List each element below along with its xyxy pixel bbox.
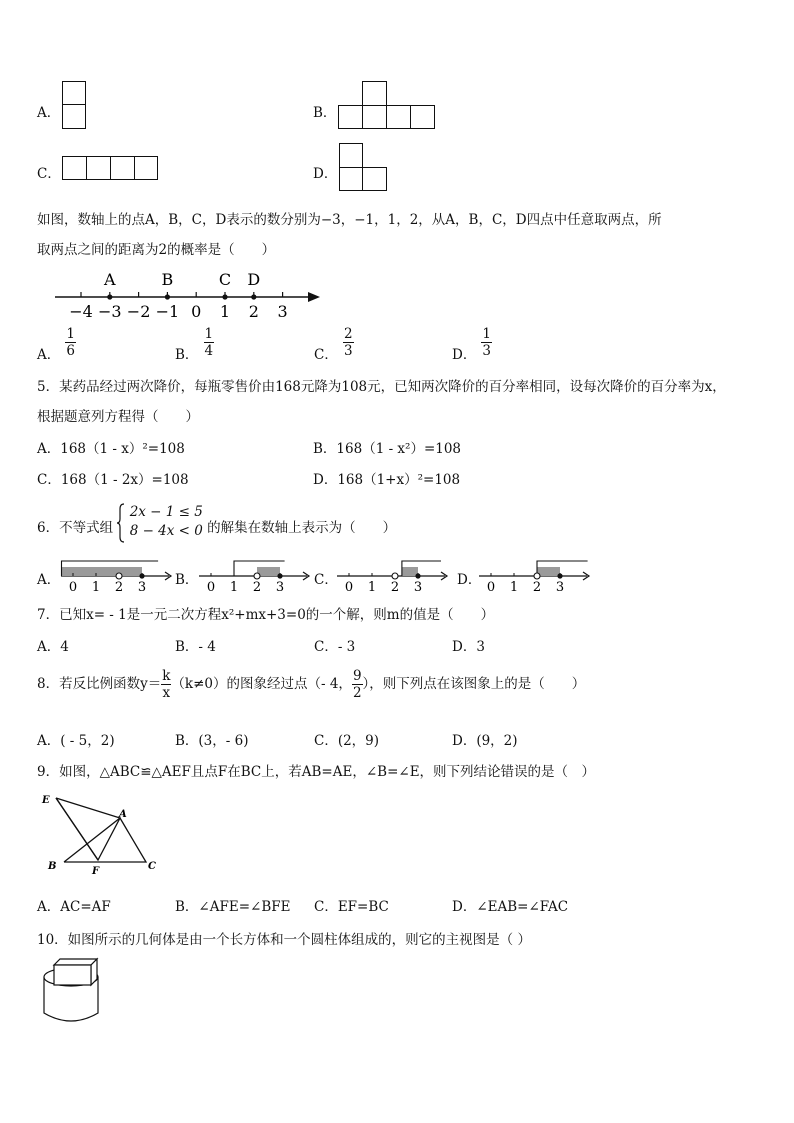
q6-option-a-number-line[interactable] [59,552,189,597]
q4-options [37,326,517,366]
q3-option-b-figure [338,81,435,129]
q4-option-d-denominator: 3 [482,343,492,359]
q4-tick-label: 0 [191,302,202,321]
figure-label-e: E [42,795,50,806]
open-endpoint [392,573,398,579]
tick-label: 3 [275,580,285,595]
q4-option-b[interactable]: $_{B.}$ $\frac{1}{4}$ [175,326,214,363]
q4-tick-label: 3 [277,302,288,321]
tick-label: 0 [68,580,78,595]
q4-tick-label: −4 [69,302,93,321]
q4-option-d[interactable]: $_{D.}$ $\frac{1}{3}$ [452,326,492,363]
open-endpoint [116,573,122,579]
q6-inequality-1: 2x − 1 ≤ 5 [129,504,203,520]
q4-option-a-denominator: 6 [66,343,75,359]
closed-endpoint [557,573,562,578]
tick-label: 3 [413,580,423,595]
solution-shading [62,567,143,576]
tick-label: 0 [344,580,354,595]
q6-inequality-2: 8 − 4x < 0 [129,523,203,539]
tick-label: 2 [390,580,400,595]
q8-option-a[interactable]: A．( - 5，2) [37,733,115,749]
q3-option-d-label: D． [313,166,338,182]
q5-option-b[interactable]: B．168（1 - x²）=108 [313,441,462,457]
q9-option-d[interactable]: D．∠EAB=∠FAC [452,899,569,915]
q4-tick-label: 2 [248,302,259,321]
q4-point-a [107,294,112,299]
tick-label: 1 [229,580,239,595]
figure-label-c: C [148,861,156,872]
q9-triangle-figure [38,790,163,875]
q4-point-b [165,294,170,299]
q6-option-c-number-line[interactable] [335,552,465,597]
q7-option-b[interactable]: B．- 4 [175,639,216,655]
brace-icon [117,503,125,543]
open-endpoint [534,573,540,579]
q4-tick-label: −3 [98,302,122,321]
q4-point-label-b: B [161,270,174,289]
q4-tick-label: −1 [155,302,180,321]
q6-option-d-label[interactable]: D． [457,572,482,588]
q4-option-c-denominator: 3 [343,343,353,359]
q8-condition: （k≠0）的图象经过点（- 4， [171,676,352,692]
number-line-arrow-icon [308,292,320,302]
q6-option-a-label[interactable]: A． [37,572,61,588]
q5-option-c[interactable]: C．168（1 - 2x）=108 [37,472,189,488]
closed-endpoint [415,573,420,578]
q7-question-text: 7．已知x= - 1是一元二次方程x²+mx+3=0的一个解，则m的值是（ ） [37,607,495,623]
tick-label: 1 [367,580,377,595]
solution-shading [537,567,560,576]
q8-option-b[interactable]: B．(3，- 6) [175,733,249,749]
tick-label: 1 [509,580,519,595]
tick-label: 2 [114,580,124,595]
q4-option-a-numerator: 1 [66,326,75,342]
q6-prefix: 6．不等式组 [37,520,114,536]
open-endpoint [254,573,260,579]
q8-option-d[interactable]: D．(9，2) [452,733,518,749]
q3-option-d-figure [339,143,387,191]
solution-shading [402,567,418,576]
q3-option-a-figure [62,81,86,129]
q9-option-a[interactable]: A．AC=AF [37,899,111,915]
q6-question [37,503,396,545]
q5-option-d[interactable]: D．168（1+x）²=108 [313,472,461,488]
figure-label-b: B [48,861,57,872]
q6-option-c-label[interactable]: C． [314,572,338,588]
q6-option-b-label[interactable]: B． [175,572,199,588]
closed-endpoint [139,573,144,578]
q8-point-numerator: 9 [352,668,362,684]
q4-option-b-denominator: 4 [204,343,214,359]
q10-question-text: 10．如图所示的几何体是由一个长方体和一个圆柱体组成的，则它的主视图是（ ） [37,932,531,948]
q9-question-text: 9．如图，△ABC≌△AEF且点F在BC上，若AB=AE，∠B=∠E，则下列结论错误的是（ ） [37,764,596,780]
closed-endpoint [277,573,282,578]
q8-point-denominator: 2 [352,685,362,701]
q7-option-a[interactable]: A．4 [37,639,69,655]
q3-option-c-label: C． [37,166,61,182]
q5-question-text-line2: 根据题意列方程得（ ） [37,409,199,425]
q8-k-denominator: x [162,685,171,701]
q3-option-a-label: A． [37,105,61,121]
q4-option-c-numerator: 2 [343,326,353,342]
tick-label: 0 [486,580,496,595]
tick-label: 0 [206,580,216,595]
q8-k-numerator: k [162,668,171,684]
tick-label: 2 [252,580,262,595]
q6-options [37,552,597,597]
figure-label-f: F [92,866,100,875]
q4-point-d [251,294,256,299]
q4-number-line [50,265,330,325]
tick-label: 3 [555,580,565,595]
q9-option-b[interactable]: B．∠AFE=∠BFE [175,899,291,915]
q4-option-b-numerator: 1 [204,326,214,342]
q5-option-a[interactable]: A．168（1 - x）²=108 [37,441,185,457]
q4-question-text-line2: 取两点之间的距离为2的概率是（ ） [37,242,276,258]
q10-solid-figure [40,955,110,1027]
q6-option-d-number-line[interactable] [477,552,607,597]
q8-question [37,668,585,708]
q4-point-label-c: C [218,270,232,289]
q4-question-text-line1: 如图，数轴上的点A，B，C，D表示的数分别为−3，−1，1，2，从A，B，C，D四点中任意取两点，所 [37,212,662,228]
q7-option-c[interactable]: C．- 3 [314,639,356,655]
q9-option-c[interactable]: C．EF=BC [314,899,389,915]
q3-option-b-label: B． [313,105,337,121]
q4-tick-label: 1 [219,302,231,321]
q6-option-b-number-line[interactable] [197,552,327,597]
q7-option-d[interactable]: D．3 [452,639,485,655]
q4-option-d-numerator: 1 [482,326,492,342]
tick-label: 3 [137,580,147,595]
q4-tick-label: −2 [126,302,151,321]
q4-point-label-a: A [104,270,116,289]
q8-suffix: ），则下列点在该图象上的是（ ） [362,676,586,692]
q4-point-label-d: D [247,270,261,289]
tick-label: 1 [91,580,101,595]
q4-option-a[interactable]: $_{A.}$ $\frac{1}{6}$ [37,326,75,363]
q3-option-c-figure [62,156,158,180]
figure-label-a: A [119,809,127,820]
solution-shading [257,567,280,576]
q4-option-c[interactable]: $_{C.}$ $\frac{2}{3}$ [314,326,353,363]
q5-question-text-line1: 5．某药品经过两次降价，每瓶零售价由168元降为108元，已知两次降价的百分率相同，设每次降价的百分率为x， [37,379,726,395]
q4-point-c [222,294,227,299]
tick-label: 2 [532,580,542,595]
q8-prefix: 8．若反比例函数y＝ [37,676,162,692]
q8-option-c[interactable]: C．(2，9) [314,733,380,749]
q6-suffix: 的解集在数轴上表示为（ ） [207,520,397,536]
